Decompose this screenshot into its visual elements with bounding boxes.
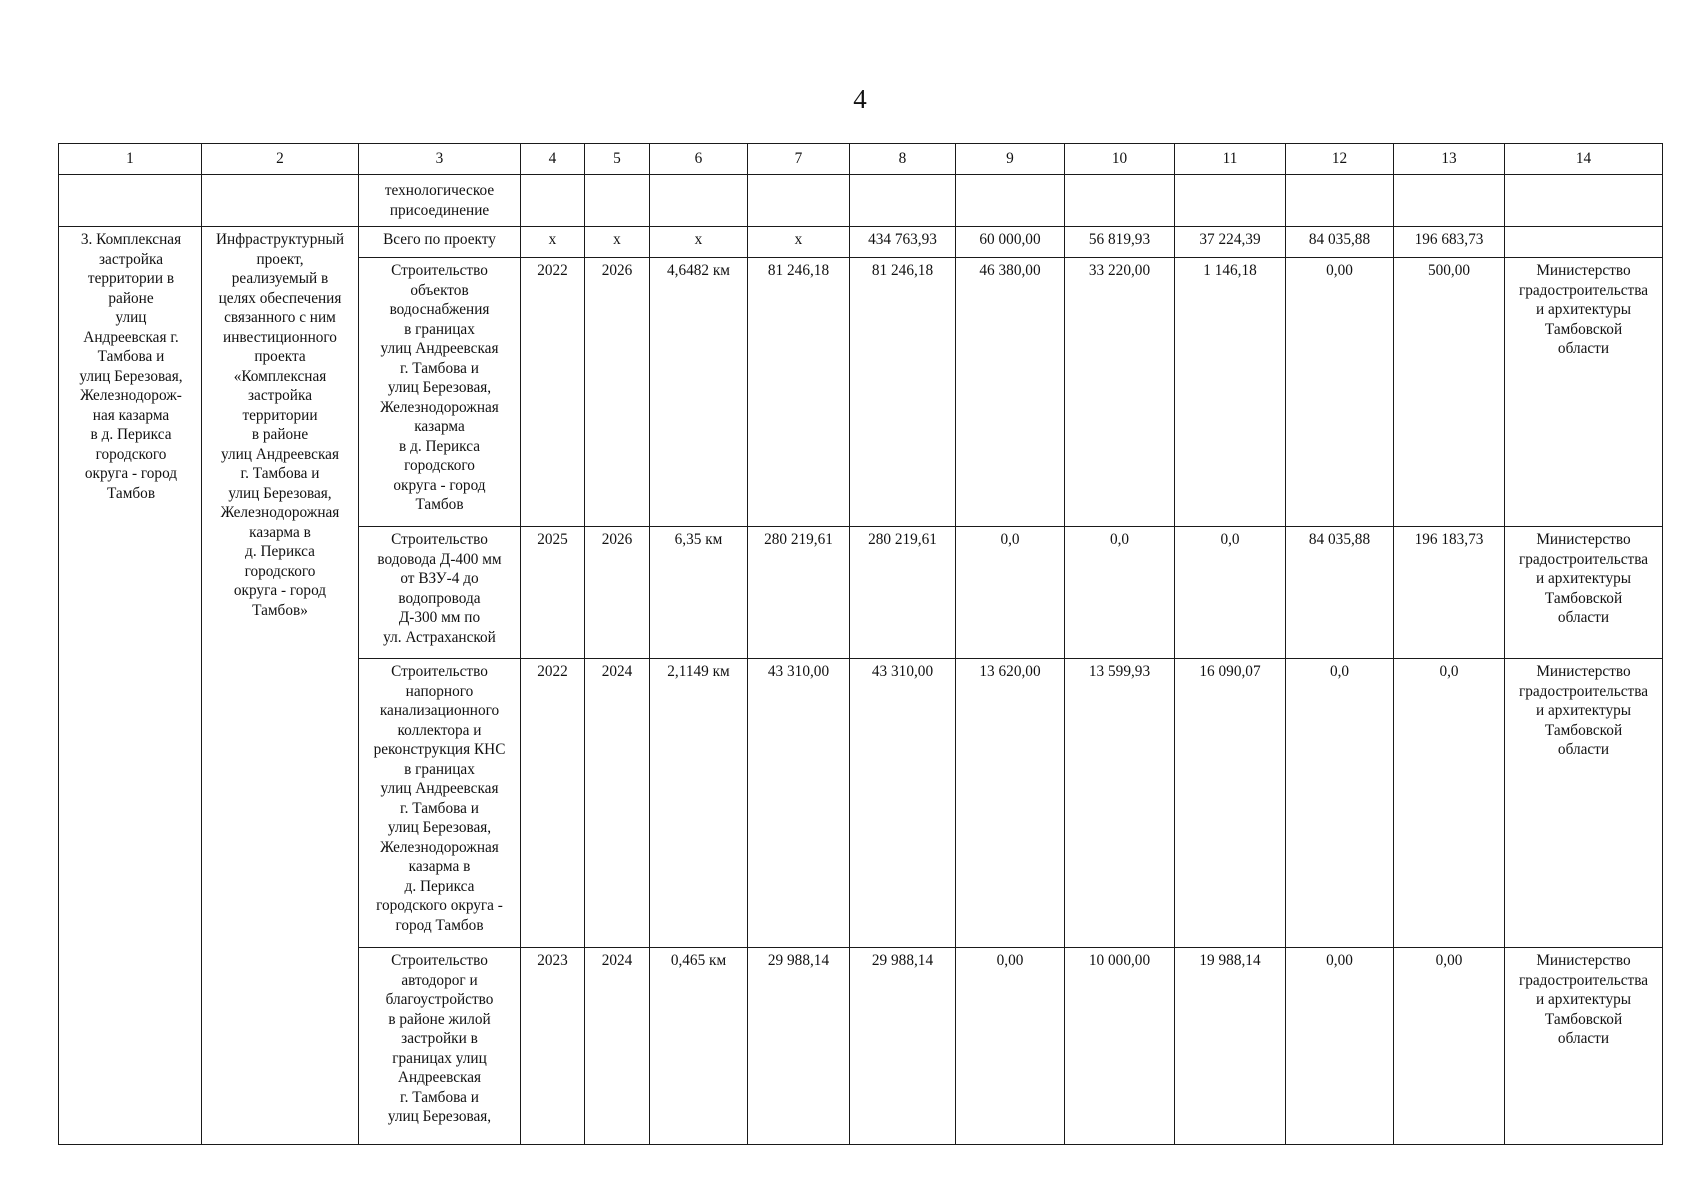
table-cell: 43 310,00 bbox=[850, 659, 956, 948]
continuation-row bbox=[59, 175, 1663, 227]
table-cell: 46 380,00 bbox=[956, 258, 1065, 527]
table-cell bbox=[1286, 175, 1394, 227]
capacity-cell: 6,35 км bbox=[650, 527, 748, 659]
table-cell: 13 599,93 bbox=[1065, 659, 1175, 948]
table-cell: 196 683,73 bbox=[1394, 227, 1505, 258]
responsible-body-cell: Министерство градостроительства и архитектуры Тамбовской области bbox=[1505, 948, 1663, 1145]
investment-projects-table bbox=[58, 143, 1663, 1145]
responsible-body-cell: Министерство градостроительства и архитектуры Тамбовской области bbox=[1505, 258, 1663, 527]
column-number-row bbox=[59, 144, 1663, 175]
table-cell: 29 988,14 bbox=[850, 948, 956, 1145]
table-cell: 196 183,73 bbox=[1394, 527, 1505, 659]
table-cell bbox=[521, 175, 585, 227]
column-number: 13 bbox=[1394, 144, 1505, 175]
table-cell bbox=[585, 175, 650, 227]
table-cell: 13 620,00 bbox=[956, 659, 1065, 948]
table-cell bbox=[748, 175, 850, 227]
start-year-cell: 2025 bbox=[521, 527, 585, 659]
start-year-cell: 2023 bbox=[521, 948, 585, 1145]
object-name-cell: Строительство автодорог и благоустройство в районе жилой застройки в границах улиц Андреевская г. Тамбова и улиц Березовая, bbox=[359, 948, 521, 1145]
column-number: 8 bbox=[850, 144, 956, 175]
table-cell: x bbox=[585, 227, 650, 258]
column-number: 5 bbox=[585, 144, 650, 175]
table-cell: 0,00 bbox=[1286, 948, 1394, 1145]
column-number: 9 bbox=[956, 144, 1065, 175]
table-cell: 81 246,18 bbox=[748, 258, 850, 527]
project-total-row bbox=[59, 227, 1663, 258]
table-cell: 33 220,00 bbox=[1065, 258, 1175, 527]
table-cell bbox=[956, 175, 1065, 227]
table-cell: 81 246,18 bbox=[850, 258, 956, 527]
table-cell bbox=[1505, 175, 1663, 227]
column-number: 10 bbox=[1065, 144, 1175, 175]
page-number: 4 bbox=[853, 84, 867, 114]
table-cell bbox=[1505, 227, 1663, 258]
table-cell: 0,00 bbox=[956, 948, 1065, 1145]
table-cell bbox=[202, 175, 359, 227]
table-cell: 434 763,93 bbox=[850, 227, 956, 258]
table-cell bbox=[59, 175, 202, 227]
table-cell bbox=[1394, 175, 1505, 227]
object-name-cell: Строительство объектов водоснабжения в границах улиц Андреевская г. Тамбова и улиц Березовая, Железнодорожная казарма в д. Перикса городского округа - город Тамбов bbox=[359, 258, 521, 527]
responsible-body-cell: Министерство градостроительства и архитектуры Тамбовской области bbox=[1505, 527, 1663, 659]
table-cell: 19 988,14 bbox=[1175, 948, 1286, 1145]
table-cell: 0,0 bbox=[1175, 527, 1286, 659]
capacity-cell: 0,465 км bbox=[650, 948, 748, 1145]
table-cell: 0,0 bbox=[1286, 659, 1394, 948]
table-cell: 43 310,00 bbox=[748, 659, 850, 948]
table-cell: 0,00 bbox=[1394, 948, 1505, 1145]
column-number: 4 bbox=[521, 144, 585, 175]
capacity-cell: 4,6482 км bbox=[650, 258, 748, 527]
start-year-cell: 2022 bbox=[521, 659, 585, 948]
project-name-cell: 3. Комплексная застройка территории в районе улиц Андреевская г. Тамбова и улиц Березовая, Железнодорож- ная казарма в д. Перикса городского округа - город Тамбов bbox=[59, 227, 202, 1145]
table-cell: 10 000,00 bbox=[1065, 948, 1175, 1145]
responsible-body-cell: Министерство градостроительства и архитектуры Тамбовской области bbox=[1505, 659, 1663, 948]
column-number: 14 bbox=[1505, 144, 1663, 175]
table-cell: x bbox=[748, 227, 850, 258]
table-cell: 37 224,39 bbox=[1175, 227, 1286, 258]
table-cell: технологическое присоединение bbox=[359, 175, 521, 227]
table-cell: 1 146,18 bbox=[1175, 258, 1286, 527]
column-number: 11 bbox=[1175, 144, 1286, 175]
table-cell: 84 035,88 bbox=[1286, 527, 1394, 659]
column-number: 12 bbox=[1286, 144, 1394, 175]
end-year-cell: 2024 bbox=[585, 948, 650, 1145]
end-year-cell: 2026 bbox=[585, 258, 650, 527]
table-cell: 0,0 bbox=[1394, 659, 1505, 948]
table-cell bbox=[650, 175, 748, 227]
table-cell: 84 035,88 bbox=[1286, 227, 1394, 258]
table-cell: 280 219,61 bbox=[850, 527, 956, 659]
column-number: 3 bbox=[359, 144, 521, 175]
object-name-cell: Строительство напорного канализационного коллектора и реконструкция КНС в границах улиц Андреевская г. Тамбова и улиц Березовая, Железнодорожная казарма в д. Перикса городского округа - город Тамбов bbox=[359, 659, 521, 948]
column-number: 1 bbox=[59, 144, 202, 175]
table-cell bbox=[1065, 175, 1175, 227]
table-cell: 0,0 bbox=[956, 527, 1065, 659]
table-cell: 500,00 bbox=[1394, 258, 1505, 527]
table-cell: 56 819,93 bbox=[1065, 227, 1175, 258]
column-number: 7 bbox=[748, 144, 850, 175]
table-cell: x bbox=[650, 227, 748, 258]
table-cell bbox=[1175, 175, 1286, 227]
column-number: 2 bbox=[202, 144, 359, 175]
project-type-cell: Инфраструктурный проект, реализуемый в целях обеспечения связанного с ним инвестиционного проекта «Комплексная застройка территории в районе улиц Андреевская г. Тамбова и улиц Березовая, Железнодорожная казарма в д. Перикса городского округа - город Тамбов» bbox=[202, 227, 359, 1145]
table-cell: 16 090,07 bbox=[1175, 659, 1286, 948]
end-year-cell: 2024 bbox=[585, 659, 650, 948]
start-year-cell: 2022 bbox=[521, 258, 585, 527]
table-cell bbox=[850, 175, 956, 227]
table-cell: 0,00 bbox=[1286, 258, 1394, 527]
total-label-cell: Всего по проекту bbox=[359, 227, 521, 258]
table-cell: 0,0 bbox=[1065, 527, 1175, 659]
column-number: 6 bbox=[650, 144, 748, 175]
table-cell: 280 219,61 bbox=[748, 527, 850, 659]
end-year-cell: 2026 bbox=[585, 527, 650, 659]
object-name-cell: Строительство водовода Д-400 мм от ВЗУ-4 до водопровода Д-300 мм по ул. Астраханской bbox=[359, 527, 521, 659]
capacity-cell: 2,1149 км bbox=[650, 659, 748, 948]
table-cell: 29 988,14 bbox=[748, 948, 850, 1145]
table-cell: x bbox=[521, 227, 585, 258]
table-cell: 60 000,00 bbox=[956, 227, 1065, 258]
